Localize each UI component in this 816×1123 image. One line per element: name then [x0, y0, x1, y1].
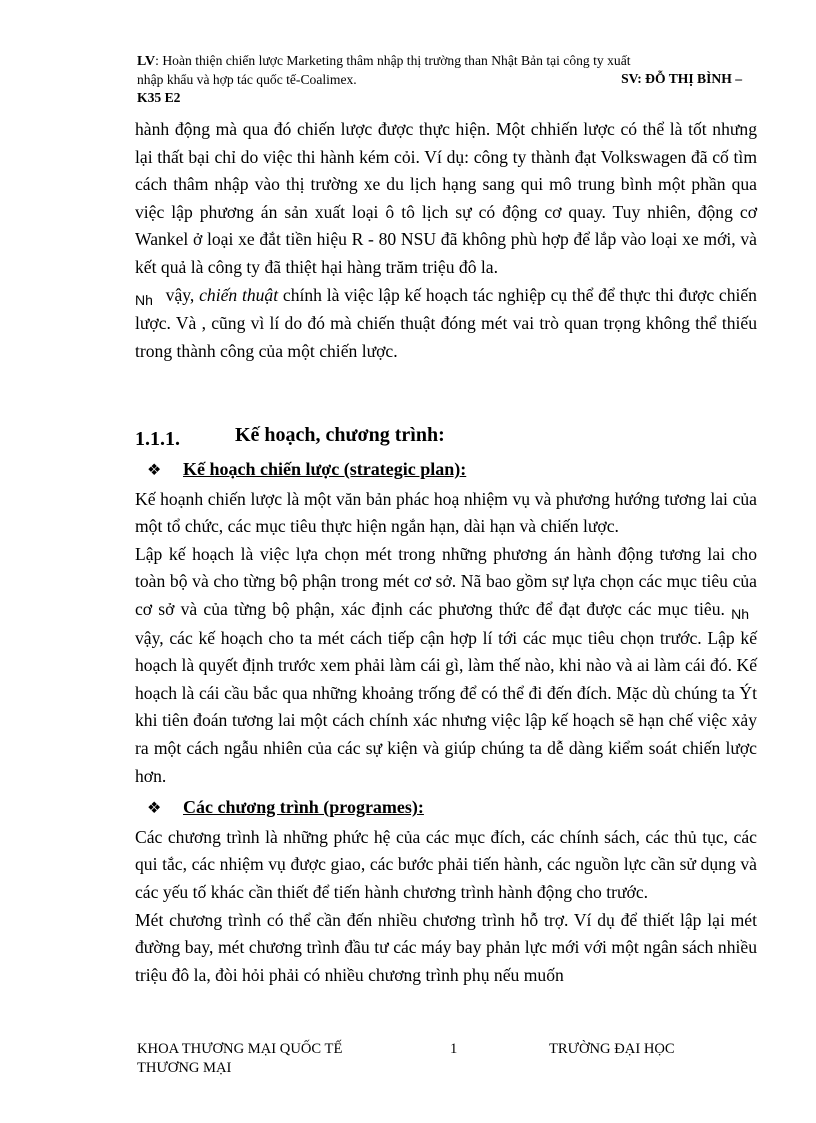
paragraph-1: hành động mà qua đó chiến lược được thực hiện. Một chhiến lược có thể là tốt nhưng lại thất bại chỉ do việc thi hành kém cỏi. Ví dụ: công ty thành đạt Volkswagen đã cố tìm cách thâm nhập vào thị trường xe du lịch hạng sang qui mô trung bình một phần qua việc lập phương án sản xuất loại ô tô lịch sự có động cơ quay. Tuy nhiên, động cơ Wankel ở loại xe đắt tiền hiệu R - 80 NSU đã không phù hợp để lắp vào loại xe mới, và kết quả là công ty đã thiệt hại hàng trăm triệu đô la. [135, 119, 757, 277]
italic-term: chiến thuật [199, 284, 279, 305]
subheading-1-title: Kế hoạch chiến lược (strategic plan): [183, 459, 467, 479]
paragraph-2-text-a: vậy, [165, 284, 200, 305]
paragraph-2-text-b: chính là việc lập kế hoạch tác nghiệp cụ thể để thực thi được chiến lược. Và , cũng vì lí do đó mà chiến thuật đóng mét vai trò quan trọng không thể thiếu trong thành công của một chiến lược. [135, 284, 757, 361]
paragraph-6: Mét chương trình có thể cần đến nhiều chương trình hỗ trợ. Ví dụ để thiết lập lại mét đường bay, mét chương trình đầu tư các máy bay phản lực mới với một ngân sách nhiều triệu đô la, đòi hỏi phải có nhiều chương trình phụ nếu muốn [135, 909, 757, 985]
header-student: SV: ĐỖ THỊ BÌNH – [621, 71, 742, 86]
section-number: 1.1.1. [135, 428, 180, 450]
section-title: Kế hoạch, chương trình: [235, 424, 445, 446]
header-title-line2: nhập khẩu và hợp tác quốc tế-Coalimex. [137, 72, 357, 87]
page-footer [137, 1040, 737, 1078]
paragraph-4-text-b: vậy, các kế hoạch cho ta mét cách tiếp cận hợp lí tới các mục tiêu chọn trước. Lập kế hoạch là quyết định trước xem phải làm cái gì, làm thế nào, khi nào và ai làm cái đó. Kế hoạch là cái cầu bắc qua những khoảng trống để có thể đi đến đích. Mặc dù chúng ta Ýt khi tiên đoán tương lai một cách chính xác nhưng việc lập kế hoạch sẽ hạn chế việc xảy ra một cách ngẫu nhiên của các sự kiện và giúp chúng ta dễ dàng kiểm soát chiến lược hơn. [135, 627, 757, 786]
header-lv: LV [137, 54, 156, 69]
section-heading [135, 424, 735, 450]
footer-university: TRƯỜNG ĐẠI HỌC [549, 1041, 675, 1057]
diamond-bullet-icon: ❖ [147, 800, 162, 818]
paragraph-4-text-a: Lập kế hoạch là việc lựa chọn mét trong những phương án hành động tương lai cho toàn bộ và cho từng bộ phận trong mét cơ sở. Nã bao gồm sự lựa chọn các mục tiêu của cơ sở và của từng bộ phận, xác định các phương thức để đạt được các mục tiêu. [135, 543, 757, 619]
abbrev-nh: Nh [135, 291, 153, 308]
paragraph-2 [135, 282, 757, 366]
subheading-2-title: Các chương trình (programes): [183, 797, 424, 818]
section-body [135, 456, 757, 989]
paragraph-3: Kế hoạnh chiến lược là một văn bản phác hoạ nhiệm vụ và phương hướng tương lai của một tổ chức, các mục tiêu thực hiện ngắn hạn, dài hạn và chiến lược. [135, 488, 757, 537]
abbrev-nh-2: Nh [731, 605, 749, 622]
diamond-bullet-icon: ❖ [147, 462, 162, 479]
header-title-line1: : Hoàn thiện chiến lược Marketing thâm nhập thị trường than Nhật Bản tại công ty xuất [155, 53, 631, 68]
document-body [135, 116, 757, 365]
subheading-1 [135, 456, 757, 485]
page-header [137, 52, 742, 107]
footer-faculty: KHOA THƯƠNG MẠI QUỐC TẾ [137, 1041, 343, 1057]
page-number: 1 [450, 1041, 458, 1057]
paragraph-5: Các chương trình là những phức hệ của các mục đích, các chính sách, các thủ tục, các qui tắc, các nhiệm vụ được giao, các bước phải tiến hành, các nguồn lực cần sử dụng và các yếu tố khác cần thiết để tiến hành chương trình hành động cho trước. [135, 826, 757, 902]
footer-faculty-2: THƯƠNG MẠI [137, 1060, 232, 1076]
header-class: K35 E2 [137, 90, 181, 105]
paragraph-4 [135, 541, 757, 790]
subheading-2 [135, 794, 757, 823]
